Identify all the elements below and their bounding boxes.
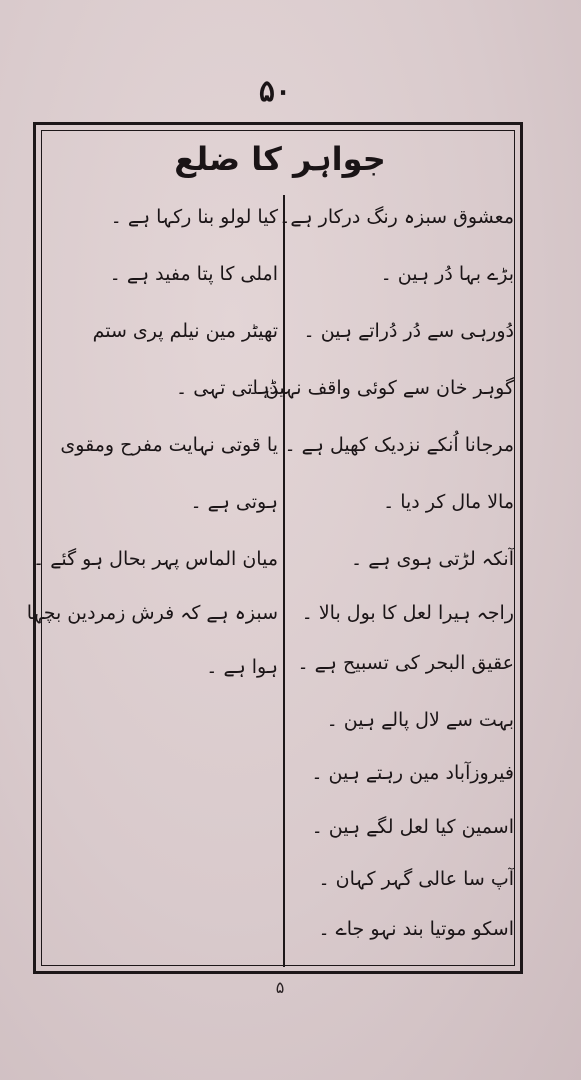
column-divider — [283, 195, 285, 967]
footer-signature-mark: ۵ — [275, 978, 285, 997]
right-line: اسمین کیا لعل لگے ہین ۔ — [311, 816, 514, 838]
right-line: مرجانا اُنکے نزدیک کھیل ہے ۔ — [284, 434, 514, 456]
right-line: بہت سے لال پالے ہین ۔ — [326, 709, 514, 731]
left-line: ہوتی ہے ۔ — [190, 491, 278, 513]
right-line: اسکو موتیا بند نہو جاے ۔ — [318, 918, 514, 940]
left-line: ہوا ہے ۔ — [206, 656, 278, 678]
left-line: کیا لولو بنا رکہا ہے ۔ — [110, 206, 278, 228]
right-line: معشوق سبزہ رنگ درکار ہے۔ — [279, 206, 514, 228]
right-line: فیروزآباد مین رہتے ہین ۔ — [311, 762, 514, 784]
right-line: گوہر خان سے کوئی واقف نہین ۔ — [247, 377, 514, 399]
left-line: میان الماس پہر بحال ہو گئے ۔ — [33, 548, 278, 570]
right-line: بڑے بہا دُر ہین ۔ — [380, 263, 514, 285]
left-line: یا قوتی نہایت مفرح ومقوی — [60, 434, 278, 456]
left-line: املی کا پتا مفید ہے ۔ — [109, 263, 278, 285]
right-line: راجہ ہیرا لعل کا بول بالا ۔ — [301, 602, 514, 624]
right-line: عقیق البحر کی تسبیح ہے ۔ — [297, 652, 514, 674]
section-heading: جواہر کا ضلع — [174, 140, 386, 178]
right-line: آنکہ لڑتی ہوی ہے ۔ — [351, 548, 514, 570]
right-line: دُورہی سے دُر دُراتے ہین ۔ — [303, 320, 514, 342]
left-line: ڈہاتی تہی ۔ — [176, 377, 278, 399]
left-line: تھیٹر مین نیلم پری ستم — [92, 320, 278, 342]
left-line: سبزہ ہے کہ فرش زمردین بچہا — [26, 602, 278, 624]
right-line: مالا مال کر دیا ۔ — [383, 491, 514, 513]
right-line: آپ سا عالی گہر کہان ۔ — [318, 868, 514, 890]
page-number: ۵۰ — [258, 74, 292, 109]
